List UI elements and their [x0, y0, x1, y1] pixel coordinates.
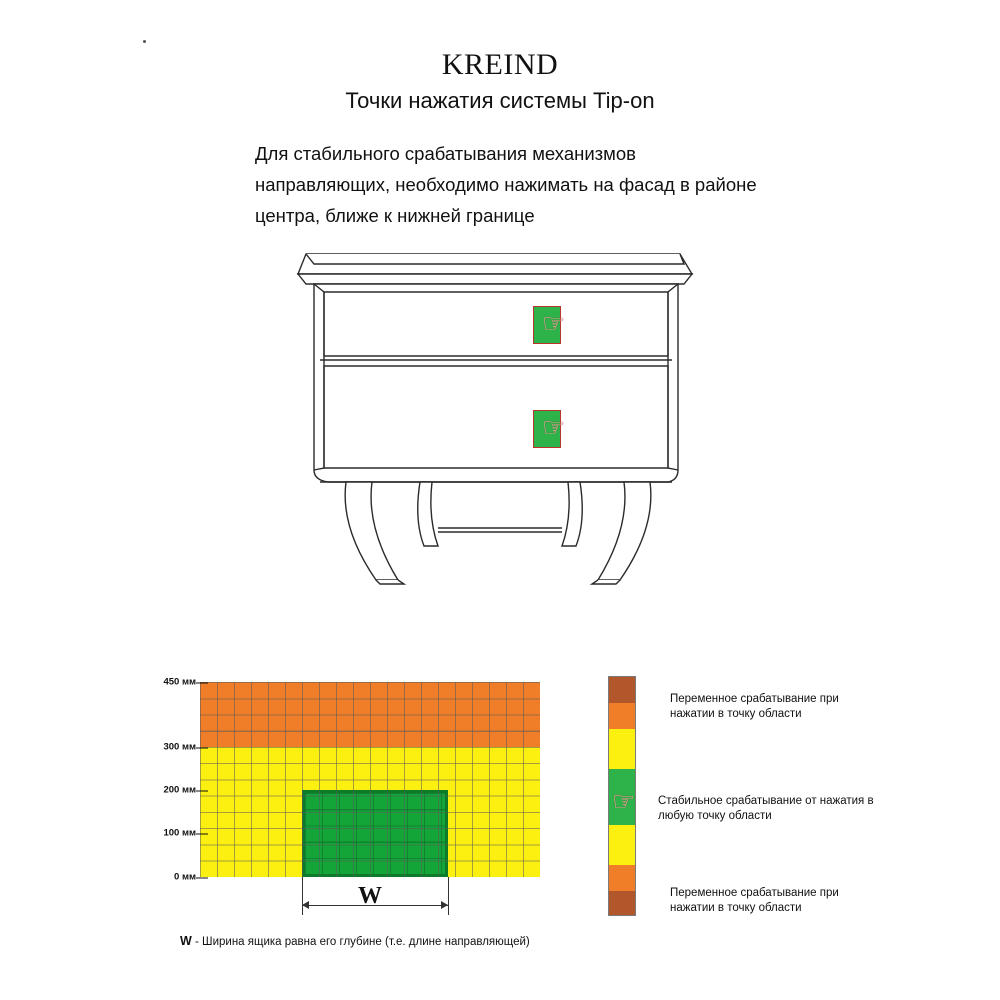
ytick-label: 0 мм	[174, 871, 196, 883]
legend-item-label-1: Переменное срабатывание при нажатии в точку области	[670, 693, 839, 720]
intro-paragraph: Для стабильного срабатывания механизмов направляющих, необходимо нажимать на фасад в районе центра, ближе к нижней границе	[255, 143, 757, 226]
width-note	[180, 934, 600, 948]
legend-segment-3	[609, 729, 635, 769]
width-note-text: - Ширина ящика равна его глубине (т.е. длине направляющей)	[191, 936, 530, 948]
ytick-450	[163, 677, 196, 688]
furniture-illustration	[280, 228, 710, 628]
ytick-100	[163, 828, 196, 839]
legend-item-label-2: Стабильное срабатывание от нажатия в любую точку области	[658, 795, 874, 822]
legend-segment-6	[609, 865, 635, 891]
zone-stable-green	[302, 790, 448, 877]
ytick-mark	[196, 833, 208, 834]
ytick-label: 300 мм	[163, 741, 196, 753]
ytick-mark	[196, 747, 208, 748]
press-point-top-drawer	[533, 306, 573, 346]
ytick-mark	[196, 790, 208, 791]
band-orange-top	[200, 682, 540, 747]
zone-grid-overlay	[305, 793, 445, 874]
ytick-300	[163, 742, 196, 753]
ytick-label: 450 мм	[163, 676, 196, 688]
press-zone-chart	[140, 672, 560, 948]
legend-segment-1	[609, 677, 635, 703]
brand-title: KREIND	[441, 48, 559, 81]
ytick-0	[174, 872, 196, 883]
stray-dot-mark	[143, 40, 146, 43]
hand-pointer-icon: ☞	[612, 786, 636, 816]
ytick-label: 100 мм	[163, 827, 196, 839]
legend-item-label-3: Переменное срабатывание при нажатии в точку области	[670, 887, 839, 914]
chart-plot-area	[163, 676, 540, 883]
width-measurement	[200, 877, 540, 925]
hand-pointer-icon: ☞	[542, 412, 566, 442]
hand-pointer-icon: ☞	[542, 308, 566, 338]
chart-legend	[608, 676, 948, 926]
legend-segment-5	[609, 825, 635, 865]
legend-segment-2	[609, 703, 635, 729]
ytick-mark	[196, 682, 208, 683]
width-label: W	[358, 883, 382, 909]
press-point-bottom-drawer	[533, 410, 573, 450]
ytick-label: 200 мм	[163, 784, 196, 796]
ytick-200	[163, 785, 196, 796]
page-subtitle: Точки нажатия системы Tip-on	[345, 88, 655, 113]
width-note-symbol: W	[180, 934, 192, 948]
legend-segment-7	[609, 891, 635, 916]
